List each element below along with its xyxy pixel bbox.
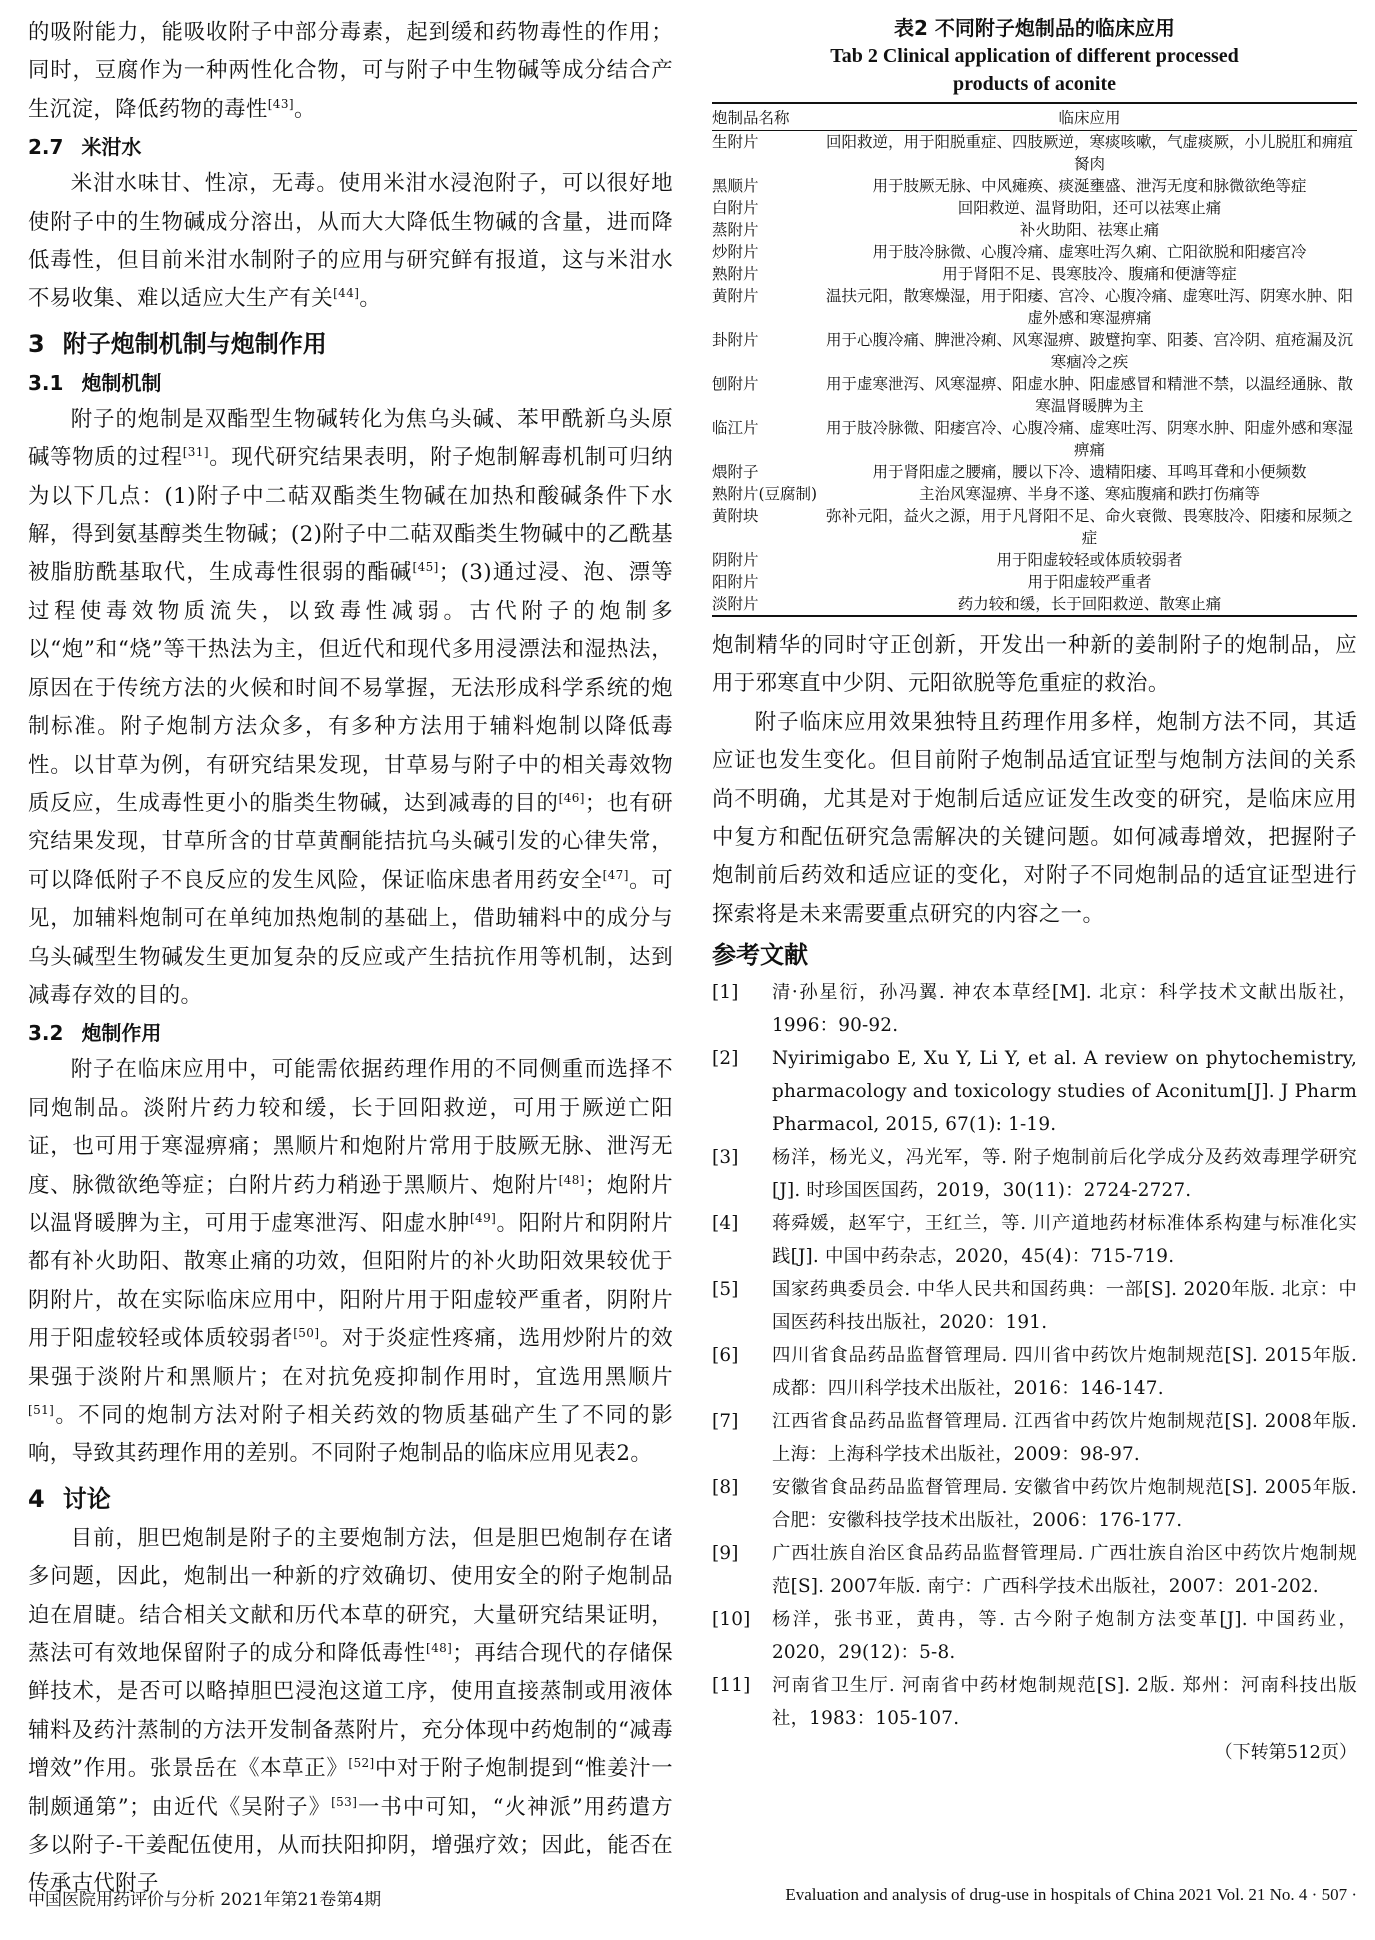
table-row: [712, 175, 1357, 197]
table-caption: [712, 14, 1357, 98]
citation[interactable]: [44]: [333, 286, 360, 301]
table-row: [712, 219, 1357, 241]
reference-number: [6]: [712, 1345, 739, 1367]
table-row: [712, 131, 1357, 176]
citation[interactable]: [50]: [293, 1326, 320, 1341]
clinical-use-cell: 回阳救逆、温肾助阳，还可以祛寒止痛: [957, 199, 1222, 217]
table-row: [712, 241, 1357, 263]
reference-item: [712, 1471, 1357, 1537]
table-row: [712, 461, 1357, 483]
footer-journal-en: Evaluation and analysis of drug-use in hospitals of China 2021 Vol. 21 No. 4 · 507 ·: [785, 1885, 1357, 1904]
product-name-cell: 临江片: [712, 419, 759, 437]
citation[interactable]: [46]: [558, 790, 585, 805]
reference-number: [3]: [712, 1147, 739, 1169]
reference-item: [712, 1405, 1357, 1471]
reference-text: 杨洋，张书亚，黄冉，等. 古今附子炮制方法变革[J]. 中国药业，2020，29(12)：5-8.: [772, 1609, 1357, 1664]
clinical-use-cell: 用于肾阳虚之腰痛，腰以下冷、遗精阳痿、耳鸣耳聋和小便频数: [872, 463, 1307, 481]
reference-number: [7]: [712, 1411, 739, 1433]
table-row: [712, 417, 1357, 461]
table-row: [712, 505, 1357, 549]
table-header-row: [712, 103, 1357, 131]
reference-text: 清·孙星衍，孙冯翼. 神农本草经[M]. 北京：科学技术文献出版社，1996：90-92.: [772, 982, 1357, 1037]
reference-item: [712, 1141, 1357, 1207]
reference-number: [1]: [712, 982, 739, 1004]
clinical-use-cell: 用于阳虚较轻或体质较弱者: [996, 551, 1183, 569]
clinical-use-cell: 补火助阳、祛寒止痛: [1019, 221, 1160, 239]
section-3-1-heading: 3.1 炮制机制: [28, 370, 162, 395]
reference-item: [712, 1273, 1357, 1339]
reference-number: [11]: [712, 1675, 751, 1697]
reference-text: 广西壮族自治区食品药品监督管理局. 广西壮族自治区中药饮片炮制规范[S]. 2007年版. 南宁：广西科学技术出版社，2007：201-202.: [772, 1543, 1357, 1598]
reference-number: [2]: [712, 1048, 739, 1070]
reference-item: [712, 1339, 1357, 1405]
paragraph-4: 目前，胆巴炮制是附子的主要炮制方法，但是胆巴炮制存在诸多问题，因此，炮制出一种新的疗效确切、使用安全的附子炮制品迫在眉睫。结合相关文献和历代本草的研究，大量研究结果证明，蒸法可有效地保留附子的成分和降低毒性[48]；再结合现代的存储保鲜技术，是否可以略掉胆巴浸泡这道工序，使用直接蒸制或用液体辅料及药汁蒸制的方法开发制备蒸附片，充分体现中药炮制的“减毒增效”作用。张景岳在《本草正》[52]中对于附子炮制提到“惟姜汁一制颇通第”；由近代《吴附子》[53]一书中可知，“火神派”用药遣方多以附子-干姜配伍使用，从而扶阳抑阴，增强疗效；因此，能否在传承古代附子: [28, 1525, 673, 1897]
citation[interactable]: [52]: [348, 1756, 375, 1771]
table-row: [712, 285, 1357, 329]
reference-text: Nyirimigabo E, Xu Y, Li Y, et al. A review on phytochemistry, pharmacology and toxicology studies of Aconitum[J]. J Pharm Pharmacol, 2015, 67(1): 1-19.: [772, 1048, 1357, 1136]
product-name-cell: 熟附片(豆腐制): [712, 485, 818, 503]
citation[interactable]: [31]: [182, 445, 209, 460]
product-name-cell: 白附片: [712, 199, 759, 217]
reference-number: [4]: [712, 1213, 739, 1235]
reference-item: [712, 1207, 1357, 1273]
product-name-cell: 黑顺片: [712, 177, 759, 195]
product-name-cell: 炒附片: [712, 243, 759, 261]
product-name-cell: 黄附块: [712, 507, 759, 525]
table-row: [712, 549, 1357, 571]
product-name-cell: 熟附片: [712, 265, 759, 283]
clinical-use-cell: 用于肢厥无脉、中风瘫痪、痰涎壅盛、泄泻无度和脉微欲绝等症: [872, 177, 1307, 195]
reference-text: 安徽省食品药品监督管理局. 安徽省中药饮片炮制规范[S]. 2005年版. 合肥：安徽科技学技术出版社，2006：176-177.: [772, 1477, 1357, 1532]
reference-item: [712, 1669, 1357, 1735]
citation[interactable]: [48]: [425, 1640, 453, 1655]
section-3-heading: 3 附子炮制机制与炮制作用: [28, 329, 327, 358]
product-name-cell: 卦附片: [712, 331, 759, 349]
table-row: [712, 373, 1357, 417]
clinical-application-table: [712, 102, 1357, 617]
table-row: [712, 483, 1357, 505]
clinical-use-cell: 回阳救逆，用于阳脱重症、四肢厥逆，寒痰咳嗽，气虚痰厥，小儿脱肛和痈疽胬肉: [825, 133, 1353, 173]
section-2-7-heading: 2.7 米泔水: [28, 135, 142, 160]
clinical-use-cell: 用于肢冷脉微、心腹冷痛、虚寒吐泻久痢、亡阳欲脱和阳痿宫冷: [872, 243, 1307, 261]
section-3-2-heading: 3.2 炮制作用: [28, 1021, 162, 1046]
clinical-use-cell: 用于肢冷脉微、阳痿宫冷、心腹冷痛、虚寒吐泻、阴寒水肿、阳虚外感和寒湿痹痛: [825, 419, 1353, 459]
reference-text: 国家药典委员会. 中华人民共和国药典：一部[S]. 2020年版. 北京：中国医药科技出版社，2020：191.: [772, 1279, 1357, 1334]
product-name-cell: 阴附片: [712, 551, 759, 569]
left-column: [28, 14, 673, 1904]
table-row: [712, 329, 1357, 373]
table-header-name: 炮制品名称: [712, 103, 822, 131]
table-caption-cn: 表2 不同附子炮制品的临床应用: [894, 16, 1175, 40]
citation[interactable]: [43]: [267, 96, 294, 111]
reference-item: [712, 1603, 1357, 1669]
table-row: [712, 263, 1357, 285]
citation[interactable]: [53]: [331, 1794, 358, 1809]
product-name-cell: 蒸附片: [712, 221, 759, 239]
table-row: [712, 197, 1357, 219]
reference-text: 河南省卫生厅. 河南省中药材炮制规范[S]. 2版. 郑州：河南科技出版社，1983：105-107.: [772, 1675, 1357, 1730]
clinical-use-cell: 用于肾阳不足、畏寒肢冷、腹痛和便溏等症: [942, 265, 1237, 283]
table-row: [712, 571, 1357, 593]
citation[interactable]: [51]: [28, 1402, 55, 1417]
reference-item: [712, 1042, 1357, 1141]
citation[interactable]: [49]: [469, 1210, 497, 1225]
reference-text: 江西省食品药品监督管理局. 江西省中药饮片炮制规范[S]. 2008年版. 上海：上海科学技术出版社，2009：98-97.: [772, 1411, 1357, 1466]
citation[interactable]: [45]: [412, 560, 439, 575]
reference-text: 杨洋，杨光义，冯光军，等. 附子炮制前后化学成分及药效毒理学研究[J]. 时珍国医国药，2019，30(11)：2724-2727.: [772, 1147, 1357, 1202]
continued-note: （下转第512页）: [1214, 1742, 1357, 1764]
clinical-use-cell: 用于阳虚较严重者: [1027, 573, 1152, 591]
citation[interactable]: [47]: [602, 867, 629, 882]
product-name-cell: 煨附子: [712, 463, 759, 481]
clinical-use-cell: 用于心腹冷痛、脾泄冷痢、风寒湿痹、跛躄拘挛、阳萎、宫冷阴、疽疮漏及沉寒痼冷之疾: [825, 331, 1353, 371]
product-name-cell: 黄附片: [712, 287, 759, 305]
paragraph-3-1: 附子的炮制是双酯型生物碱转化为焦乌头碱、苯甲酰新乌头原碱等物质的过程[31]。现代研究结果表明，附子炮制解毒机制可归纳为以下几点：(1)附子中二萜双酯类生物碱在加热和酸碱条件下水解，得到氨基醇类生物碱；(2)附子中二萜双酯类生物碱中的乙酰基被脂肪酰基取代，生成毒性很弱的酯碱[45]；(3)通过浸、泡、漂等过程使毒效物质流失，以致毒性减弱。古代附子的炮制多以“炮”和“烧”等干热法为主，但近代和现代多用浸漂法和湿热法，原因在于传统方法的火候和时间不易掌握，无法形成科学系统的炮制标准。附子炮制方法众多，有多种方法用于辅料炮制以降低毒性。以甘草为例，有研究结果发现，甘草易与附子中的相关毒效物质反应，生成毒性更小的脂类生物碱，达到减毒的目的[46]；也有研究结果发现，甘草所含的甘草黄酮能拮抗乌头碱引发的心律失常，可以降低附子不良反应的发生风险，保证临床患者用药安全[47]。可见，加辅料炮制可在单纯加热炮制的基础上，借助辅料中的成分与乌头碱型生物碱发生更加复杂的反应或产生拮抗作用等机制，达到减毒存效的目的。: [28, 406, 673, 1008]
reference-number: [10]: [712, 1609, 751, 1631]
reference-number: [9]: [712, 1543, 739, 1565]
reference-item: [712, 976, 1357, 1042]
product-name-cell: 刨附片: [712, 375, 759, 393]
product-name-cell: 生附片: [712, 133, 759, 151]
table-row: [712, 593, 1357, 616]
product-name-cell: 阳附片: [712, 573, 759, 591]
references-heading: 参考文献: [712, 941, 808, 970]
reference-item: [712, 1537, 1357, 1603]
table-caption-en-line2: products of aconite: [953, 73, 1116, 95]
section-4-heading: 4 讨论: [28, 1484, 111, 1513]
clinical-use-cell: 温扶元阳，散寒燥湿，用于阳痿、宫冷、心腹冷痛、虚寒吐泻、阴寒水肿、阳虚外感和寒湿痹痛: [825, 287, 1353, 327]
paragraph-clinical: 附子临床应用效果独特且药理作用多样，炮制方法不同，其适应证也发生变化。但目前附子炮制品适宜证型与炮制方法间的关系尚不明确，尤其是对于炮制后适应证发生改变的研究，是临床应用中复方和配伍研究急需解决的关键问题。如何减毒增效，把握附子炮制前后药效和适应证的变化，对附子不同炮制品的适宜证型进行探索将是未来需要重点研究的内容之一。: [712, 709, 1357, 927]
right-column: [712, 14, 1357, 1769]
reference-text: 蒋舜媛，赵军宁，王红兰，等. 川产道地药材标准体系构建与标准化实践[J]. 中国中药杂志，2020，45(4)：715-719.: [772, 1213, 1357, 1268]
product-name-cell: 淡附片: [712, 593, 822, 616]
clinical-use-cell: 用于虚寒泄泻、风寒湿痹、阳虚水肿、阳虚感冒和精泄不禁，以温经通脉、散寒温肾暖脾为主: [825, 375, 1353, 415]
citation[interactable]: [48]: [558, 1172, 585, 1187]
reference-number: [5]: [712, 1279, 739, 1301]
reference-text: 四川省食品药品监督管理局. 四川省中药饮片炮制规范[S]. 2015年版. 成都：四川科学技术出版社，2016：146-147.: [772, 1345, 1357, 1400]
paragraph-intro: 的吸附能力，能吸收附子中部分毒素，起到缓和药物毒性的作用；同时，豆腐作为一种两性化合物，可与附子中生物碱等成分结合产生沉淀，降低药物的毒性[43]。: [28, 20, 673, 122]
clinical-use-cell: 弥补元阳，益火之源，用于凡肾阳不足、命火衰微、畏寒肢冷、阳痿和尿频之症: [825, 507, 1353, 547]
reference-number: [8]: [712, 1477, 739, 1499]
paragraph-2-7: 米泔水味甘、性凉，无毒。使用米泔水浸泡附子，可以很好地使附子中的生物碱成分溶出，从而大大降低生物碱的含量，进而降低毒性，但目前米泔水制附子的应用与研究鲜有报道，这与米泔水不易收集、难以适应大生产有关[44]。: [28, 171, 673, 312]
table-header-use: 临床应用: [822, 103, 1357, 131]
clinical-use-cell: 主治风寒湿痹、半身不遂、寒疝腹痛和跌打伤痛等: [918, 485, 1260, 503]
footer-journal-cn: 中国医院用药评价与分析 2021年第21卷第4期: [28, 1890, 382, 1910]
table-caption-en-line1: Tab 2 Clinical application of different processed: [830, 45, 1239, 67]
clinical-use-cell: 药力较和缓，长于回阳救逆、散寒止痛: [822, 593, 1357, 616]
paragraph-continued: 炮制精华的同时守正创新，开发出一种新的姜制附子的炮制品，应用于邪寒直中少阴、元阳欲脱等危重症的救治。: [712, 633, 1357, 697]
paragraph-3-2: 附子在临床应用中，可能需依据药理作用的不同侧重而选择不同炮制品。淡附片药力较和缓，长于回阳救逆，可用于厥逆亡阳证，也可用于寒湿痹痛；黑顺片和炮附片常用于肢厥无脉、泄泻无度、脉微欲绝等症；白附片药力稍逊于黑顺片、炮附片[48]；炮附片以温肾暖脾为主，可用于虚寒泄泻、阳虚水肿[49]。阳附片和阴附片都有补火助阳、散寒止痛的功效，但阳附片的补火助阳效果较优于阴附片，故在实际临床应用中，阳附片用于阳虚较严重者，阴附片用于阳虚较轻或体质较弱者[50]。对于炎症性疼痛，选用炒附片的效果强于淡附片和黑顺片；在对抗免疫抑制作用时，宜选用黑顺片[51]。不同的炮制方法对附子相关药效的物质基础产生了不同的影响，导致其药理作用的差别。不同附子炮制品的临床应用见表2。: [28, 1057, 673, 1467]
references: [712, 936, 1357, 1769]
